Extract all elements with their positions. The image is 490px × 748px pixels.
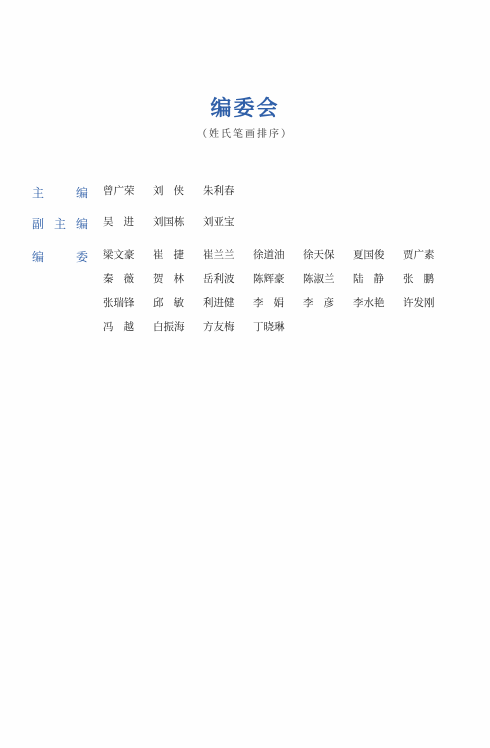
editor-name: 秦薇 [103, 273, 144, 285]
name-row [103, 272, 463, 296]
page-title: 编委会 [210, 95, 280, 120]
editor-name: 张瑞锋 [103, 297, 135, 309]
role-char: 副 [32, 217, 45, 231]
editor-name: 李水艳 [353, 297, 385, 309]
editor-name: 刘国栋 [153, 216, 185, 228]
role-label [32, 184, 88, 201]
editor-name: 白振海 [153, 321, 185, 333]
name-list [103, 215, 463, 239]
role-char: 编 [75, 186, 88, 200]
editor-name: 刘侠 [153, 185, 194, 197]
name-list [103, 184, 463, 208]
name-row [103, 184, 463, 208]
editor-name: 陈辉豪 [253, 273, 285, 285]
role-char: 主 [53, 217, 66, 231]
editor-name: 张鹏 [403, 273, 444, 285]
page-subtitle: （姓氏笔画排序） [197, 129, 293, 140]
editor-name: 徐道油 [253, 249, 285, 261]
name-row [103, 296, 463, 320]
editor-name: 李彦 [303, 297, 344, 309]
editor-name: 梁文豪 [103, 249, 135, 261]
editor-name: 李娟 [253, 297, 294, 309]
editor-name: 吴进 [103, 216, 144, 228]
name-list [103, 248, 463, 344]
editor-name: 崔捷 [153, 249, 194, 261]
role-char: 委 [75, 250, 88, 264]
editor-name: 贾广素 [403, 249, 435, 261]
editor-name: 许发刚 [403, 297, 435, 309]
role-char: 编 [75, 217, 88, 231]
editor-name: 徐天保 [303, 249, 335, 261]
editor-name: 崔兰兰 [203, 249, 235, 261]
editor-name: 贺林 [153, 273, 194, 285]
editor-name: 朱利春 [203, 185, 235, 197]
name-row [103, 215, 463, 239]
editor-name: 曾广荣 [103, 185, 135, 197]
editor-name: 丁晓琳 [253, 321, 285, 333]
editor-name: 利进健 [203, 297, 235, 309]
name-row [103, 320, 463, 344]
name-row [103, 248, 463, 272]
editor-name: 岳利波 [203, 273, 235, 285]
editor-name: 刘亚宝 [203, 216, 235, 228]
role-char: 编 [32, 250, 45, 264]
role-label [32, 248, 88, 265]
role-label [32, 215, 88, 232]
editor-name: 陈淑兰 [303, 273, 335, 285]
editor-name: 陆静 [353, 273, 394, 285]
editor-name: 邱敏 [153, 297, 194, 309]
editor-name: 方友梅 [203, 321, 235, 333]
editor-name: 冯越 [103, 321, 144, 333]
editor-name: 夏国俊 [353, 249, 385, 261]
role-char: 主 [32, 186, 45, 200]
